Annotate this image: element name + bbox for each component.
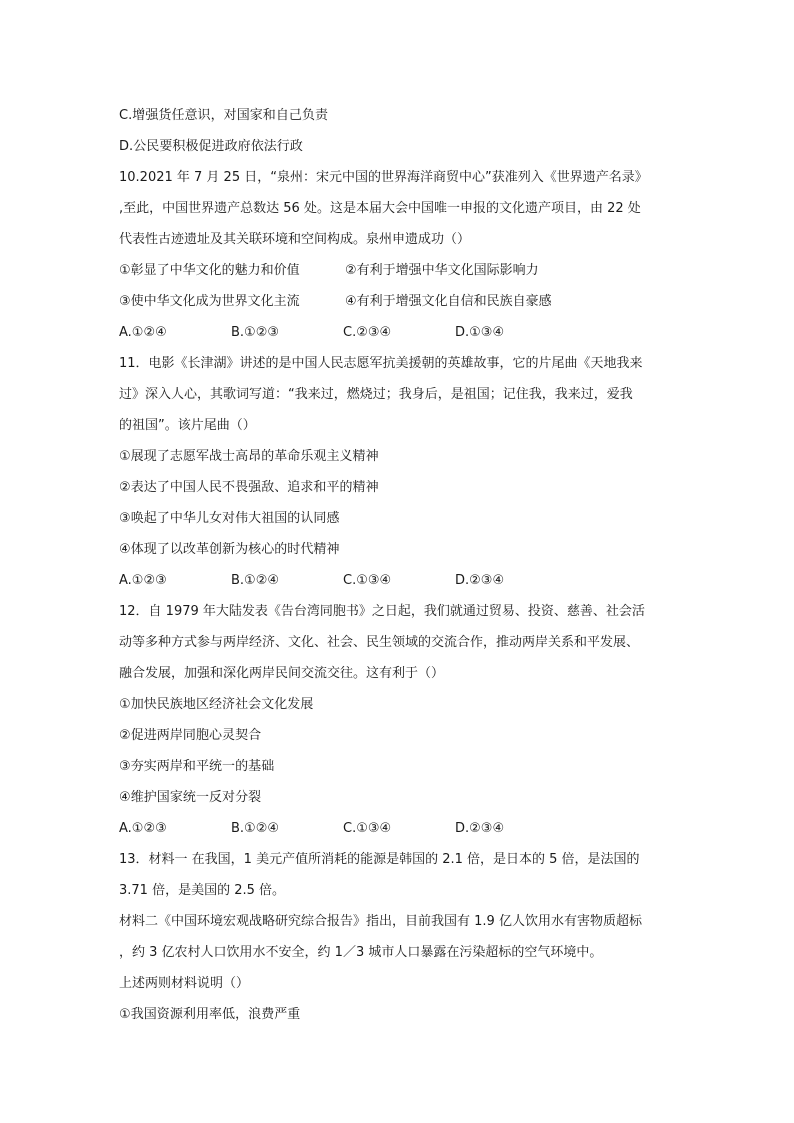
- q12-choice-b: B.①②④: [231, 821, 280, 836]
- q10-stem-line: 代表性古迹遗址及其关联环境和空间构成。泉州申遗成功（）: [119, 232, 471, 247]
- q10-item-1: ①彰显了中华文化的魅力和价值: [119, 263, 300, 278]
- q11-item-2: ②表达了中国人民不畏强敌、追求和平的精神: [119, 480, 379, 495]
- q11-choice-a: A.①②③: [119, 573, 167, 588]
- q12-item-3: ③夯实两岸和平统一的基础: [119, 759, 275, 774]
- q13-stem-line: 13．材料一 在我国，1 美元产值所消耗的能源是韩国的 2.1 倍，是日本的 5 倍，是法国的: [119, 852, 640, 867]
- q11-choice-c: C.①③④: [343, 573, 392, 588]
- q12-item-4: ④维护国家统一反对分裂: [119, 790, 262, 805]
- q9-option-d: D.公民要积极促进政府依法行政: [119, 139, 303, 154]
- q12-item-2: ②促进两岸同胞心灵契合: [119, 728, 262, 743]
- question-13: [119, 844, 684, 1030]
- q12-item-1: ①加快民族地区经济社会文化发展: [119, 697, 314, 712]
- q13-stem-line: ，约 3 亿农村人口饮用水不安全，约 1／3 城市人口暴露在污染超标的空气环境中。: [119, 945, 603, 960]
- q10-stem-line: 10.2021 年 7 月 25 日，“泉州：宋元中国的世界海洋商贸中心”获准列入《世界遗产名录》: [119, 170, 648, 185]
- q11-stem-line: 过》深入人心，其歌词写道：“我来过，燃烧过；我身后，是祖国；记住我，我来过，爱我: [119, 387, 633, 402]
- q11-stem-line: 的祖国”。该片尾曲（）: [119, 418, 256, 433]
- q10-choice-c: C.②③④: [343, 325, 392, 340]
- q10-items-row: [119, 286, 684, 317]
- q12-stem-line: 融合发展，加强和深化两岸民间交流交往。这有利于（）: [119, 666, 445, 681]
- q13-stem-line: 上述两则材料说明（）: [119, 976, 250, 991]
- q11-item-3: ③唤起了中华儿女对伟大祖国的认同感: [119, 511, 340, 526]
- q12-choice-a: A.①②③: [119, 821, 167, 836]
- question-11: [119, 348, 684, 596]
- q10-stem-line: ,至此，中国世界遗产总数达 56 处。这是本届大会中国唯一申报的文化遗产项目，由 22 处: [119, 201, 641, 216]
- q10-choices: [119, 317, 684, 348]
- q11-item-1: ①展现了志愿军战士高昂的革命乐观主义精神: [119, 449, 379, 464]
- q13-stem-line: 材料二《中国环境宏观战略研究综合报告》指出，目前我国有 1.9 亿人饮用水有害物质超标: [119, 914, 642, 929]
- question-12: [119, 596, 684, 844]
- q12-stem-line: 12．自 1979 年大陆发表《告台湾同胞书》之日起，我们就通过贸易、投资、慈善、社会活: [119, 604, 645, 619]
- q11-choice-d: D.②③④: [455, 573, 505, 588]
- question-10: [119, 162, 684, 348]
- q12-stem-line: 动等多种方式参与两岸经济、文化、社会、民生领域的交流合作，推动两岸关系和平发展、: [119, 635, 640, 650]
- q10-items-row: [119, 255, 684, 286]
- q13-item-1: ①我国资源利用率低，浪费严重: [119, 1007, 301, 1022]
- exam-page: [119, 100, 684, 1030]
- q10-choice-d: D.①③④: [455, 325, 505, 340]
- q12-choice-d: D.②③④: [455, 821, 505, 836]
- q10-item-2: ②有利于增强中华文化国际影响力: [345, 263, 539, 278]
- q10-item-4: ④有利于增强文化自信和民族自豪感: [345, 294, 552, 309]
- q9-option-c: C.增强货任意识，对国家和自己负责: [119, 108, 329, 123]
- q12-choices: [119, 813, 684, 844]
- q12-choice-c: C.①③④: [343, 821, 392, 836]
- q11-choices: [119, 565, 684, 596]
- q10-item-3: ③使中华文化成为世界文化主流: [119, 294, 300, 309]
- q10-choice-b: B.①②③: [231, 325, 280, 340]
- q11-item-4: ④体现了以改革创新为核心的时代精神: [119, 542, 340, 557]
- q10-choice-a: A.①②④: [119, 325, 167, 340]
- q11-choice-b: B.①②④: [231, 573, 280, 588]
- q11-stem-line: 11．电影《长津湖》讲述的是中国人民志愿军抗美援朝的英雄故事，它的片尾曲《天地我来: [119, 356, 643, 371]
- q13-stem-line: 3.71 倍，是美国的 2.5 倍。: [119, 883, 286, 898]
